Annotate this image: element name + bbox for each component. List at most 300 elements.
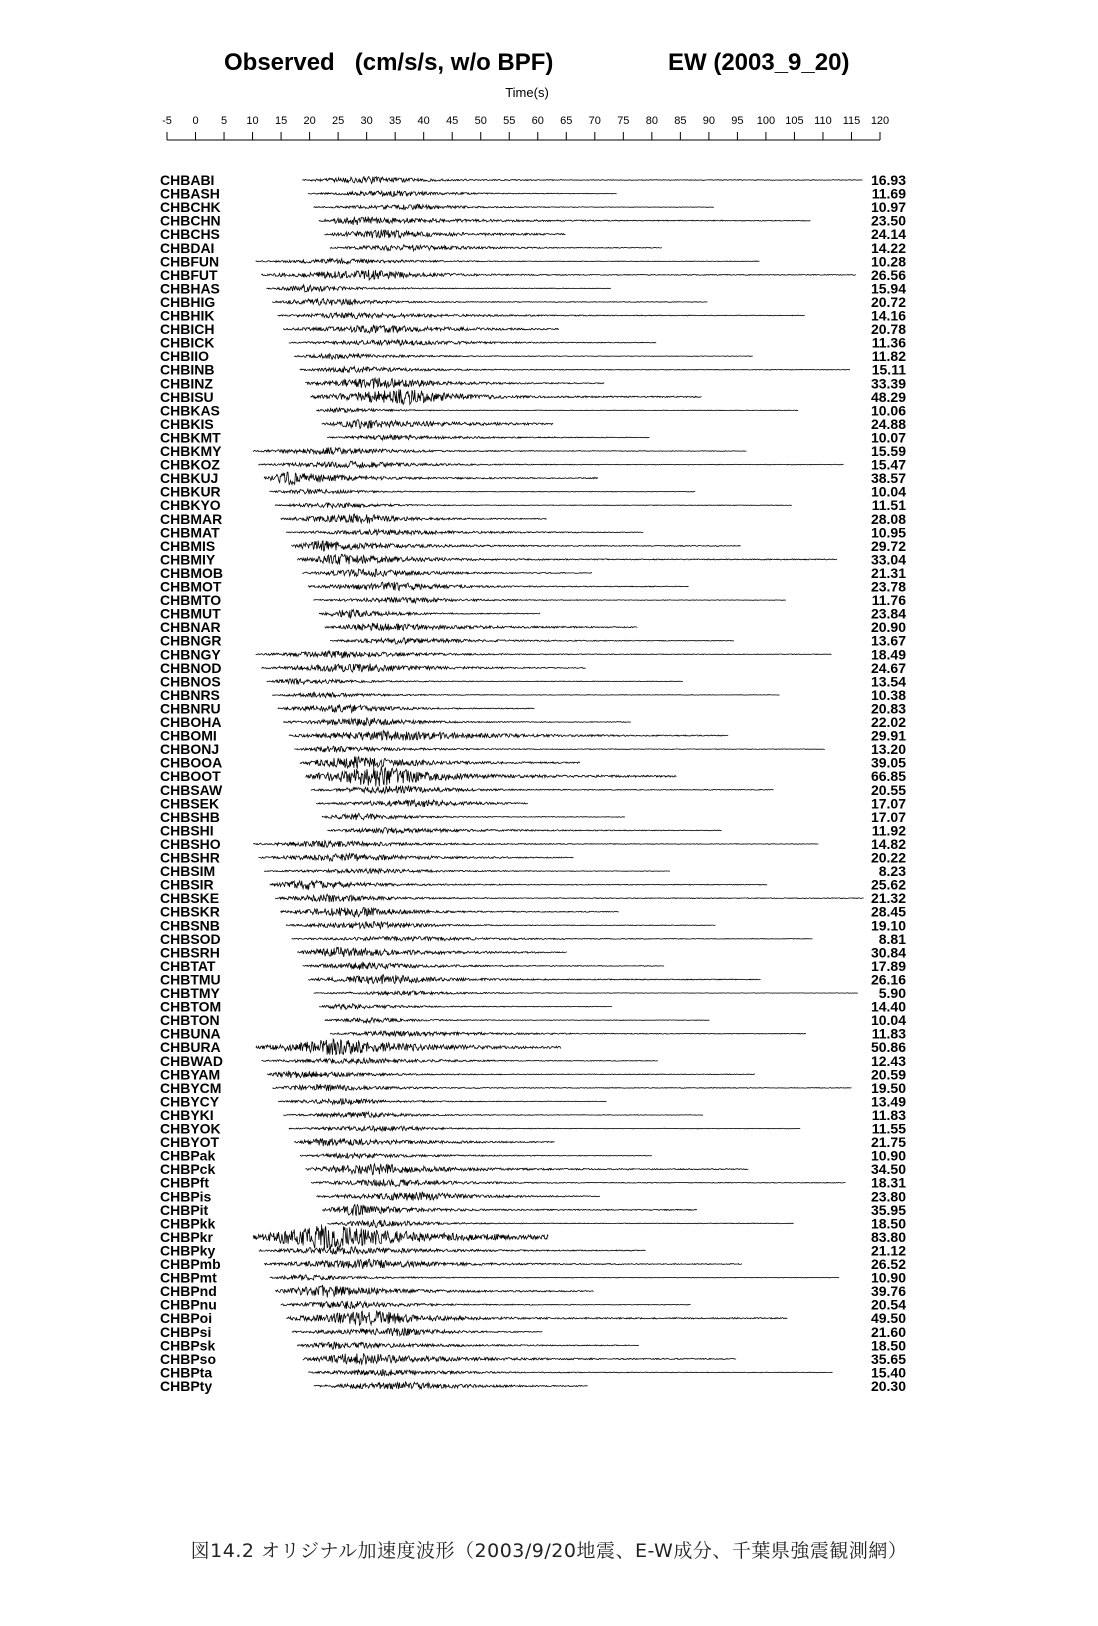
waveform-trace <box>256 651 832 658</box>
peak-value: 24.67 <box>870 659 906 676</box>
station-label: CHBMAT <box>160 524 220 541</box>
station-labels <box>160 172 223 1394</box>
peak-value: 10.97 <box>870 199 906 216</box>
waveform-trace <box>319 217 811 225</box>
station-label: CHBNRU <box>160 700 221 717</box>
peak-value: 23.78 <box>870 578 906 595</box>
peak-value: 21.32 <box>870 890 906 907</box>
waveform-trace <box>319 610 540 618</box>
station-label: CHBSIM <box>160 863 216 880</box>
station-label: CHBKMT <box>160 429 221 446</box>
station-label: CHBSOD <box>160 930 221 947</box>
waveform-trace <box>322 813 625 820</box>
peak-values <box>871 172 906 1394</box>
waveform-trace <box>270 1275 840 1281</box>
station-label: CHBHAS <box>160 280 220 297</box>
peak-value: 39.05 <box>870 754 906 771</box>
peak-value: 10.90 <box>870 1147 906 1164</box>
station-label: CHBPmb <box>160 1256 221 1273</box>
peak-value: 15.94 <box>870 280 906 297</box>
peak-value: 10.28 <box>870 253 906 270</box>
waveform-trace <box>289 1126 800 1131</box>
waveform-trace <box>295 1138 555 1146</box>
station-label: CHBINB <box>160 361 215 378</box>
station-label: CHBHIK <box>160 307 215 324</box>
station-label: CHBKYO <box>160 497 221 514</box>
peak-value: 21.12 <box>870 1242 906 1259</box>
peak-value: 14.16 <box>870 307 906 324</box>
x-tick-label: 40 <box>417 115 430 127</box>
station-label: CHBPta <box>160 1364 213 1381</box>
station-label: CHBPft <box>160 1174 209 1191</box>
waveform-trace <box>261 664 586 673</box>
peak-value: 22.02 <box>870 714 906 731</box>
station-label: CHBINZ <box>160 375 213 392</box>
station-label: CHBKUJ <box>160 470 219 487</box>
x-tick-label: 60 <box>531 115 544 127</box>
waveform-trace <box>292 1328 543 1336</box>
waveform-trace <box>278 705 535 713</box>
station-label: CHBPty <box>160 1378 213 1394</box>
peak-value: 11.82 <box>871 348 906 365</box>
waveform-trace <box>313 204 713 209</box>
station-label: CHBKIS <box>160 415 214 432</box>
waveform-trace <box>272 298 707 305</box>
waveform-trace <box>289 340 657 346</box>
station-label: CHBIIO <box>160 348 209 365</box>
station-label: CHBSNB <box>160 917 220 934</box>
waveform-trace <box>281 907 619 916</box>
peak-value: 38.57 <box>870 470 906 487</box>
station-label: CHBSKR <box>160 903 220 920</box>
waveform-trace <box>303 1353 736 1365</box>
x-tick-label: 15 <box>274 115 288 127</box>
peak-value: 19.10 <box>870 917 906 934</box>
waveform-trace <box>300 367 850 373</box>
waveform-trace <box>322 420 553 429</box>
x-tick-label: 110 <box>814 115 832 127</box>
x-tick-label: 5 <box>220 115 228 127</box>
station-label: CHBPis <box>160 1188 212 1205</box>
peak-value: 29.91 <box>870 727 906 744</box>
station-label: CHBABI <box>160 172 215 188</box>
station-label: CHBYOT <box>160 1134 220 1151</box>
waveform-trace <box>275 1285 593 1298</box>
station-label: CHBKOZ <box>160 456 220 473</box>
station-label: CHBFUT <box>160 266 218 283</box>
station-label: CHBSHI <box>160 822 214 839</box>
peak-value: 13.49 <box>870 1093 906 1110</box>
waveform-trace <box>269 489 695 494</box>
figure-caption: 図14.2 オリジナル加速度波形（2003/9/20地震、E-W成分、千葉県強震観測網） <box>190 1540 908 1562</box>
x-tick-label: 10 <box>246 115 259 127</box>
peak-value: 11.55 <box>871 1120 906 1137</box>
station-label: CHBTMU <box>160 971 221 988</box>
waveform-trace <box>283 718 631 726</box>
waveform-trace <box>314 991 858 995</box>
waveform-trace <box>258 461 843 468</box>
station-label: CHBMOB <box>160 564 223 581</box>
waveform-trace <box>319 1004 612 1010</box>
station-label: CHBURA <box>160 1039 221 1056</box>
waveform-trace <box>311 786 774 794</box>
station-label: CHBCHK <box>160 199 221 216</box>
station-label: CHBNOD <box>160 659 222 676</box>
peak-value: 14.22 <box>870 239 906 256</box>
peak-value: 8.81 <box>878 930 906 947</box>
peak-value: 18.50 <box>870 1215 906 1232</box>
x-tick-label: 35 <box>389 115 402 127</box>
station-label: CHBNGR <box>160 632 222 649</box>
station-label: CHBTMY <box>160 985 220 1002</box>
x-tick-label: 55 <box>503 115 516 127</box>
peak-value: 24.88 <box>870 415 906 432</box>
waveform-trace <box>327 828 721 834</box>
station-label: CHBCHS <box>160 226 220 243</box>
station-label: CHBASH <box>160 185 220 202</box>
peak-value: 15.40 <box>870 1364 906 1381</box>
waveform-trace <box>281 514 547 523</box>
peak-value: 66.85 <box>870 768 906 785</box>
waveform-trace <box>289 731 728 741</box>
waveform-trace <box>297 554 837 564</box>
station-label: CHBUNA <box>160 1025 221 1042</box>
peak-value: 23.84 <box>870 605 906 622</box>
peak-value: 13.54 <box>870 673 906 690</box>
x-tick-label: 0 <box>192 115 199 127</box>
waveform-trace <box>314 598 786 604</box>
waveform-trace <box>311 389 702 404</box>
peak-value: 34.50 <box>870 1161 906 1178</box>
x-axis <box>162 115 889 140</box>
peak-value: 10.95 <box>870 524 906 541</box>
station-label: CHBONJ <box>160 741 220 758</box>
waveform-trace <box>327 435 649 440</box>
waveform-trace <box>297 947 567 957</box>
station-label: CHBYAM <box>160 1066 221 1083</box>
station-label: CHBOOT <box>160 768 221 785</box>
station-label: CHBPkk <box>160 1215 216 1232</box>
peak-value: 28.45 <box>870 903 906 920</box>
station-label: CHBSKE <box>160 890 220 907</box>
peak-value: 21.31 <box>870 564 906 581</box>
x-tick-label: 25 <box>331 115 345 127</box>
station-label: CHBYKI <box>160 1106 214 1123</box>
peak-value: 16.93 <box>870 172 906 188</box>
station-label: CHBMIY <box>160 551 216 568</box>
waveform-trace <box>253 841 818 848</box>
waveform-trace <box>322 1204 697 1216</box>
station-label: CHBPit <box>160 1201 209 1218</box>
peak-value: 15.47 <box>870 456 906 473</box>
waveform-trace <box>305 378 604 389</box>
peak-value: 15.59 <box>870 443 906 460</box>
waveform-trace <box>278 312 805 318</box>
waveform-trace <box>267 285 611 292</box>
x-tick-label: 80 <box>645 115 658 127</box>
station-label: CHBHIG <box>160 293 216 310</box>
x-tick-label: 65 <box>560 115 573 127</box>
peak-value: 20.55 <box>870 781 906 798</box>
station-label: CHBPsi <box>160 1323 212 1340</box>
peak-value: 11.83 <box>871 1025 906 1042</box>
waveform-trace <box>264 869 670 874</box>
peak-value: 30.84 <box>870 944 906 961</box>
peak-value: 11.83 <box>871 1106 906 1123</box>
waveform-trace <box>308 582 689 591</box>
peak-value: 8.23 <box>878 863 906 880</box>
peak-value: 33.39 <box>870 375 906 392</box>
waveform-trace <box>283 325 559 333</box>
peak-value: 35.95 <box>870 1201 906 1218</box>
peak-value: 48.29 <box>870 388 906 405</box>
waveform-trace <box>261 270 856 280</box>
station-label: CHBYCY <box>160 1093 220 1110</box>
waveform-trace <box>306 1164 749 1175</box>
station-label: CHBOHA <box>160 714 222 731</box>
peak-value: 20.78 <box>870 321 906 338</box>
station-label: CHBSRH <box>160 944 220 961</box>
station-label: CHBNOS <box>160 673 221 690</box>
waveform-trace <box>305 766 676 786</box>
waveform-trace <box>302 177 862 184</box>
peak-value: 18.50 <box>870 1337 906 1354</box>
station-label: CHBPky <box>160 1242 216 1259</box>
waveform-trace <box>292 937 813 942</box>
station-label: CHBKAS <box>160 402 220 419</box>
x-axis-label: Time(s) <box>505 85 549 100</box>
peak-value: 17.89 <box>870 957 906 974</box>
station-label: CHBPmt <box>160 1269 217 1286</box>
x-tick-label: 95 <box>731 115 744 127</box>
peak-value: 20.72 <box>870 293 906 310</box>
peak-value: 83.80 <box>870 1228 906 1245</box>
peak-value: 13.67 <box>870 632 906 649</box>
station-label: CHBOMI <box>160 727 217 744</box>
station-label: CHBISU <box>160 388 214 405</box>
waveform-trace <box>278 1098 607 1104</box>
x-tick-label: 100 <box>756 115 776 127</box>
x-tick-label: 45 <box>446 115 459 127</box>
station-label: CHBPak <box>160 1147 216 1164</box>
station-label: CHBTOM <box>160 998 222 1015</box>
waveform-trace <box>264 472 598 485</box>
peak-value: 20.54 <box>870 1296 906 1313</box>
peak-value: 12.43 <box>870 1052 906 1069</box>
waveform-trace <box>300 1153 652 1159</box>
waveform-trace <box>267 1071 755 1078</box>
peak-value: 33.04 <box>870 551 906 568</box>
peak-value: 11.69 <box>871 185 906 202</box>
waveform-trace <box>275 503 792 508</box>
station-label: CHBKUR <box>160 483 221 500</box>
station-label: CHBICH <box>160 321 215 338</box>
station-label: CHBPoi <box>160 1310 213 1327</box>
peak-value: 29.72 <box>870 537 906 554</box>
waveform-trace <box>256 259 760 264</box>
peak-value: 11.92 <box>871 822 906 839</box>
x-tick-label: 85 <box>674 115 687 127</box>
x-tick-label: 120 <box>870 115 890 127</box>
x-tick-label: 70 <box>588 115 601 127</box>
station-label: CHBPnd <box>160 1283 217 1300</box>
waveform-trace <box>286 1311 787 1326</box>
station-label: CHBFUN <box>160 253 220 270</box>
station-label: CHBMUT <box>160 605 221 622</box>
station-label: CHBSIR <box>160 876 214 893</box>
peak-value: 39.76 <box>870 1283 906 1300</box>
waveform-trace <box>292 541 741 551</box>
peak-value: 20.30 <box>870 1378 906 1394</box>
station-label: CHBCHN <box>160 212 221 229</box>
waveform-trace <box>325 1018 710 1023</box>
waveform-trace <box>272 693 779 698</box>
station-label: CHBSHO <box>160 835 221 852</box>
peak-value: 11.51 <box>871 497 906 514</box>
waveform-trace <box>308 191 617 197</box>
waveform-trace <box>314 1382 588 1389</box>
station-label: CHBMTO <box>160 592 222 609</box>
waveform-trace <box>324 230 565 239</box>
station-label: CHBMAR <box>160 510 223 527</box>
peak-value: 11.76 <box>871 592 906 609</box>
chart-title: Observed (cm/s/s, w/o BPF) <box>224 49 554 76</box>
station-label: CHBTAT <box>160 957 216 974</box>
waveform-trace <box>286 530 643 536</box>
station-label: CHBKMY <box>160 443 222 460</box>
station-label: CHBPnu <box>160 1296 217 1313</box>
peak-value: 50.86 <box>870 1039 906 1056</box>
waveform-trace <box>316 800 528 807</box>
waveform-trace <box>303 569 593 577</box>
peak-value: 23.50 <box>870 212 906 229</box>
station-label: CHBPck <box>160 1161 216 1178</box>
peak-value: 35.65 <box>870 1350 906 1367</box>
station-label: CHBSHR <box>160 849 220 866</box>
station-label: CHBNAR <box>160 619 221 636</box>
peak-value: 24.14 <box>870 226 906 243</box>
station-label: CHBNRS <box>160 686 220 703</box>
waveform-trace <box>330 245 662 251</box>
peak-value: 10.04 <box>870 483 906 500</box>
waveform-trace <box>253 448 747 455</box>
peak-value: 11.36 <box>871 334 906 351</box>
peak-value: 20.22 <box>870 849 906 866</box>
x-tick-label: 20 <box>303 115 316 127</box>
waveform-trace <box>264 1259 742 1269</box>
peak-value: 26.56 <box>870 266 906 283</box>
station-label: CHBSHB <box>160 808 220 825</box>
peak-value: 10.38 <box>870 686 906 703</box>
waveform-trace <box>253 1225 548 1250</box>
peak-value: 15.11 <box>871 361 906 378</box>
x-tick-label: 30 <box>360 115 373 127</box>
peak-value: 5.90 <box>878 985 906 1002</box>
waveform-trace <box>267 679 683 685</box>
peak-value: 20.83 <box>870 700 906 717</box>
station-label: CHBDAI <box>160 239 215 256</box>
waveform-trace <box>281 1301 691 1309</box>
station-label: CHBMIS <box>160 537 216 554</box>
waveform-trace <box>294 354 753 359</box>
waveform-trace <box>286 922 715 929</box>
station-label: CHBYOK <box>160 1120 221 1137</box>
peak-value: 14.82 <box>870 835 906 852</box>
peak-value: 21.60 <box>870 1323 906 1340</box>
waveform-trace <box>317 1192 600 1201</box>
waveform-traces <box>253 177 864 1390</box>
station-label: CHBSAW <box>160 781 223 798</box>
waveform-trace <box>297 1342 639 1350</box>
waveform-trace <box>256 1039 561 1055</box>
waveform-trace <box>308 1369 832 1376</box>
waveform-trace <box>270 881 768 890</box>
peak-value: 25.62 <box>870 876 906 893</box>
waveform-trace <box>311 1179 846 1186</box>
peak-value: 10.90 <box>870 1269 906 1286</box>
peak-value: 17.07 <box>870 795 906 812</box>
waveform-trace <box>316 408 798 413</box>
waveform-trace <box>259 1247 646 1255</box>
station-label: CHBPso <box>160 1350 217 1367</box>
station-label: CHBICK <box>160 334 215 351</box>
peak-value: 10.06 <box>870 402 906 419</box>
peak-value: 28.08 <box>870 510 906 527</box>
station-label: CHBSEK <box>160 795 220 812</box>
peak-value: 49.50 <box>870 1310 906 1327</box>
station-label: CHBMOT <box>160 578 222 595</box>
peak-value: 26.52 <box>870 1256 906 1273</box>
station-label: CHBYCM <box>160 1079 222 1096</box>
waveform-trace <box>283 1112 703 1118</box>
peak-value: 18.31 <box>870 1174 906 1191</box>
waveform-trace <box>294 746 825 752</box>
x-tick-label: 115 <box>842 115 861 127</box>
peak-value: 18.49 <box>870 646 906 663</box>
x-tick-label: 90 <box>702 115 716 127</box>
peak-value: 17.07 <box>870 808 906 825</box>
peak-value: 23.80 <box>870 1188 906 1205</box>
waveform-trace <box>330 1031 806 1037</box>
peak-value: 19.50 <box>870 1079 906 1096</box>
peak-value: 14.40 <box>870 998 906 1015</box>
station-label: CHBTON <box>160 1012 220 1029</box>
peak-value: 21.75 <box>870 1134 906 1151</box>
peak-value: 20.90 <box>870 619 906 636</box>
chart-subtitle: EW (2003_9_20) <box>668 49 850 76</box>
x-tick-label: 105 <box>785 115 804 127</box>
peak-value: 26.16 <box>870 971 906 988</box>
waveform-trace <box>328 1220 794 1228</box>
waveform-trace <box>308 975 760 984</box>
peak-value: 20.59 <box>870 1066 906 1083</box>
station-label: CHBNGY <box>160 646 221 663</box>
x-tick-label: 75 <box>617 115 630 127</box>
station-label: CHBOOA <box>160 754 223 771</box>
peak-value: 10.07 <box>870 429 906 446</box>
station-label: CHBPsk <box>160 1337 216 1354</box>
waveform-trace <box>275 894 864 902</box>
peak-value: 13.20 <box>870 741 906 758</box>
waveform-trace <box>325 623 638 631</box>
x-tick-label: 50 <box>474 115 487 127</box>
x-tick-label: -5 <box>162 115 172 127</box>
waveform-trace <box>303 962 664 969</box>
waveform-trace <box>300 757 580 769</box>
station-label: CHBPkr <box>160 1228 213 1245</box>
waveform-trace <box>272 1084 851 1091</box>
peak-value: 10.04 <box>870 1012 906 1029</box>
